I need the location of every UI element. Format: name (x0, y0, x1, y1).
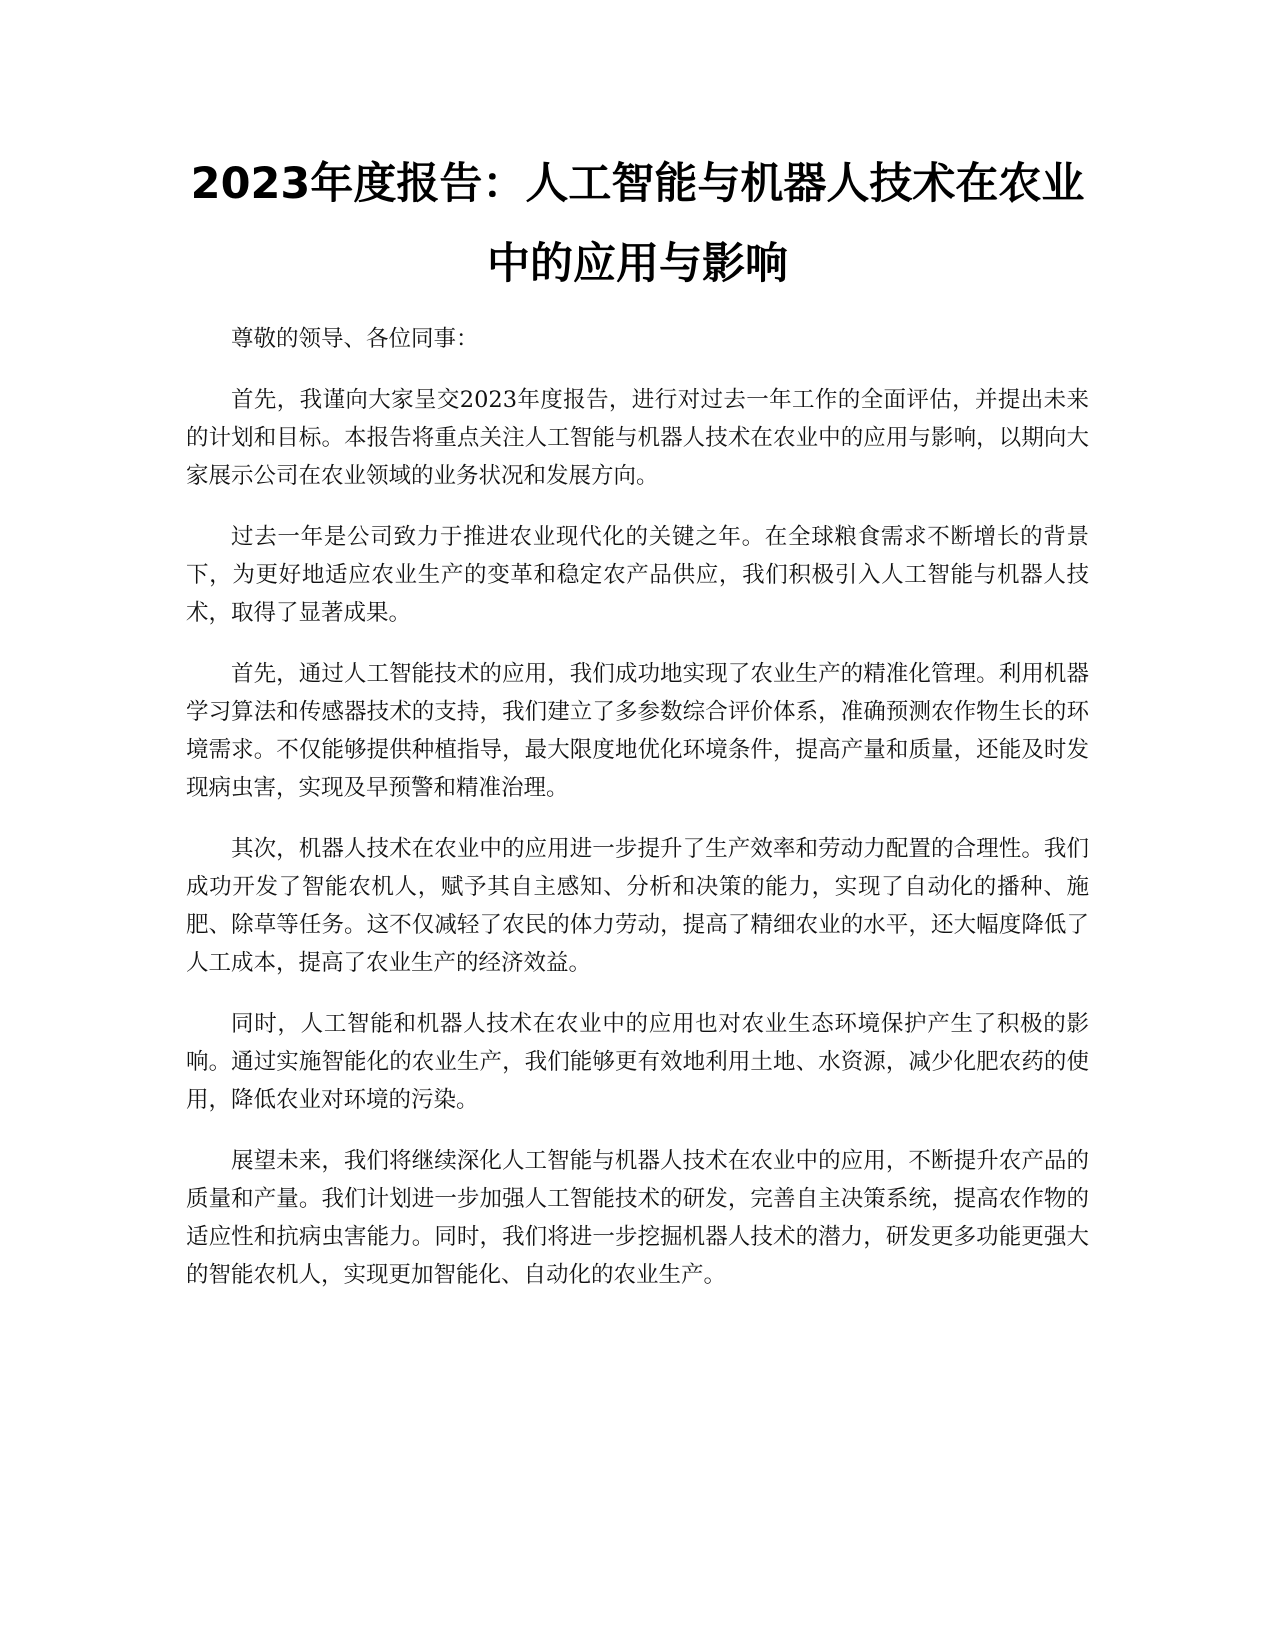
document-body (186, 320, 1089, 1317)
paragraph-salutation: 尊敬的领导、各位同事： (231, 326, 479, 352)
paragraph-environment-impact: 同时，人工智能和机器人技术在农业中的应用也对农业生态环境保护产生了积极的影响。通过实施智能化的农业生产，我们能够更有效地利用土地、水资源，减少化肥农药的使用，降低农业对环境的污染。 (186, 1011, 1089, 1113)
paragraph-outlook: 展望未来，我们将继续深化人工智能与机器人技术在农业中的应用，不断提升农产品的质量和产量。我们计划进一步加强人工智能技术的研发，完善自主决策系统，提高农作物的适应性和抗病虫害能力。同时，我们将进一步挖掘机器人技术的潜力，研发更多功能更强大的智能农机人，实现更加智能化、自动化的农业生产。 (186, 1148, 1089, 1288)
paragraph-background: 过去一年是公司致力于推进农业现代化的关键之年。在全球粮食需求不断增长的背景下，为更好地适应农业生产的变革和稳定农产品供应，我们积极引入人工智能与机器人技术，取得了显著成果。 (186, 524, 1089, 626)
document-title: 2023年度报告：人工智能与机器人技术在农业中的应用与影响 (190, 159, 1085, 289)
paragraph-introduction: 首先，我谨向大家呈交2023年度报告，进行对过去一年工作的全面评估，并提出未来的计划和目标。本报告将重点关注人工智能与机器人技术在农业中的应用与影响，以期向大家展示公司在农业领域的业务状况和发展方向。 (186, 387, 1089, 489)
paragraph-robotics-application: 其次，机器人技术在农业中的应用进一步提升了生产效率和劳动力配置的合理性。我们成功开发了智能农机人，赋予其自主感知、分析和决策的能力，实现了自动化的播种、施肥、除草等任务。这不仅减轻了农民的体力劳动，提高了精细农业的水平，还大幅度降低了人工成本，提高了农业生产的经济效益。 (186, 836, 1089, 976)
paragraph-ai-application: 首先，通过人工智能技术的应用，我们成功地实现了农业生产的精准化管理。利用机器学习算法和传感器技术的支持，我们建立了多参数综合评价体系，准确预测农作物生长的环境需求。不仅能够提供种植指导，最大限度地优化环境条件，提高产量和质量，还能及时发现病虫害，实现及早预警和精准治理。 (186, 661, 1089, 801)
